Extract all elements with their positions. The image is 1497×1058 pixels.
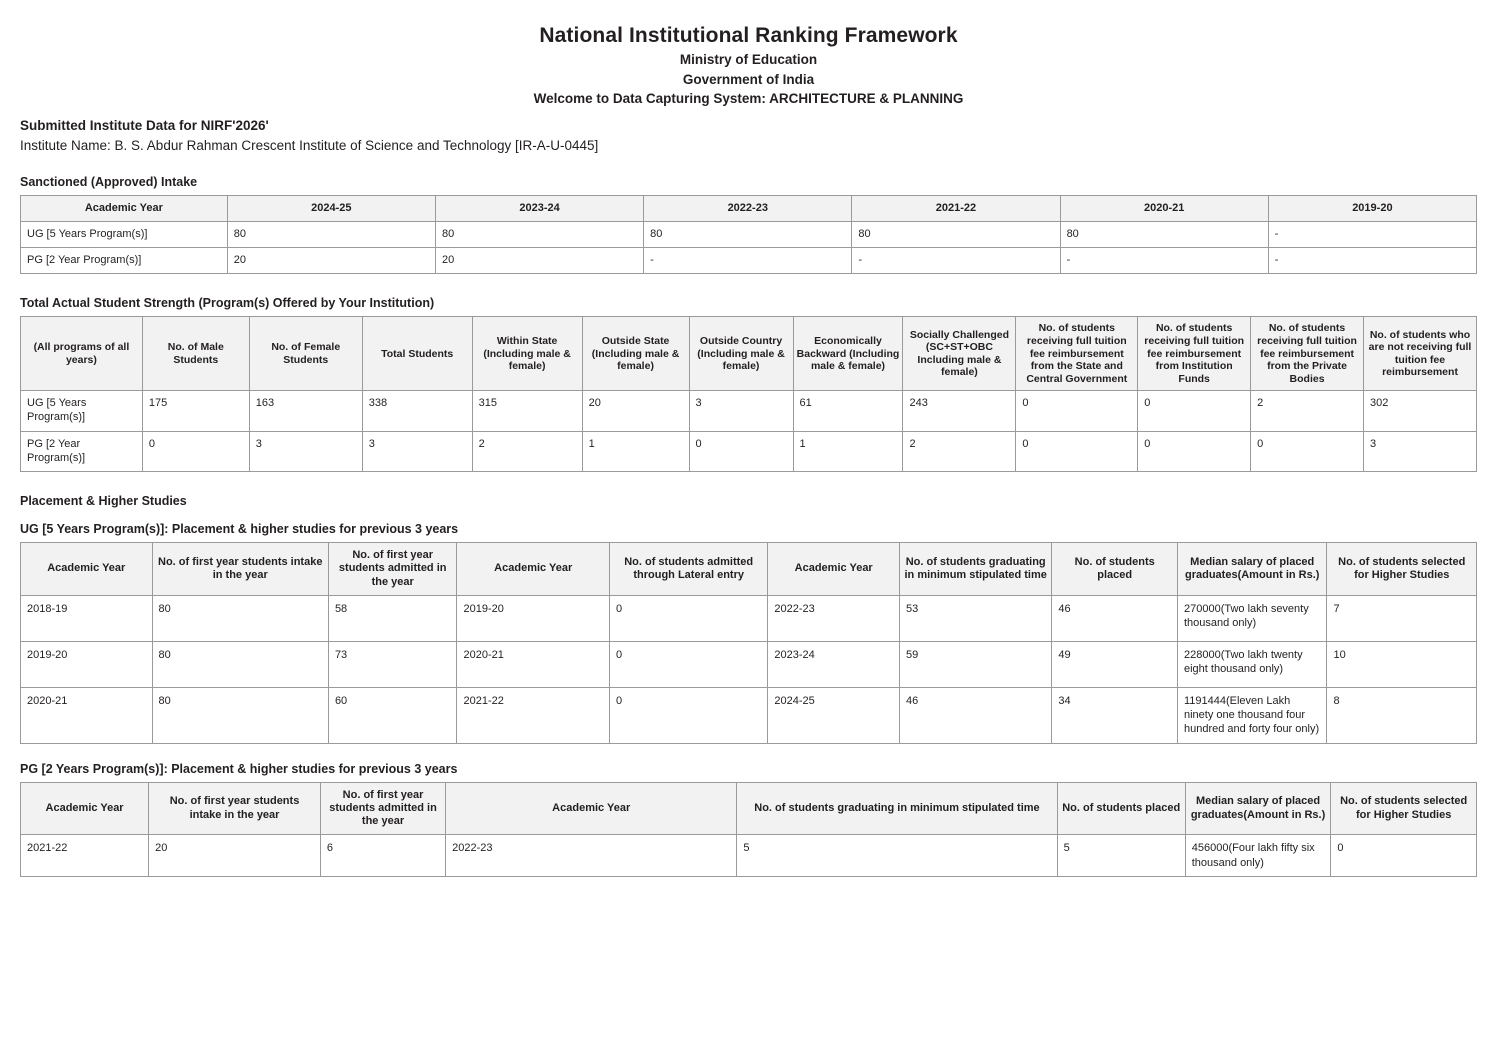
student-strength-title: Total Actual Student Strength (Program(s) Offered by Your Institution) (20, 296, 435, 311)
cell: 2019-20 (21, 641, 153, 687)
col-median-salary: Median salary of placed graduates(Amount in Rs.) (1185, 782, 1331, 835)
cell: 0 (1331, 835, 1477, 877)
cell: - (1268, 222, 1476, 248)
col-female-students: No. of Female Students (249, 317, 362, 391)
col-higher-studies: No. of students selected for Higher Studies (1331, 782, 1477, 835)
cell: 80 (435, 222, 643, 248)
cell: 6 (320, 835, 445, 877)
table-row (21, 248, 1477, 274)
cell: 61 (793, 391, 903, 432)
cell: 3 (1364, 431, 1477, 472)
cell: 2019-20 (457, 595, 609, 641)
pg-placement-title: PG [2 Years Program(s)]: Placement & higher studies for previous 3 years (20, 761, 458, 776)
institute-name: Institute Name: B. S. Abdur Rahman Crescent Institute of Science and Technology [IR-A-U-0445] (20, 138, 599, 154)
cell: 0 (1251, 431, 1364, 472)
col-graduating-min-time: No. of students graduating in minimum stipulated time (737, 782, 1057, 835)
cell: 0 (1016, 431, 1138, 472)
cell: 0 (609, 595, 767, 641)
cell: 456000(Four lakh fifty six thousand only) (1185, 835, 1331, 877)
cell: 2021-22 (21, 835, 149, 877)
table-row (21, 835, 1477, 877)
cell: 228000(Two lakh twenty eight thousand only) (1177, 641, 1326, 687)
col-graduating-min-time: No. of students graduating in minimum stipulated time (899, 543, 1051, 596)
table-row (21, 222, 1477, 248)
cell: 20 (227, 248, 435, 274)
cell: 2018-19 (21, 595, 153, 641)
table-header-row (21, 782, 1477, 835)
cell: 53 (899, 595, 1051, 641)
submitted-label: Submitted Institute Data for NIRF'2026' (20, 118, 269, 134)
row-label: PG [2 Year Program(s)] (21, 248, 228, 274)
row-label: PG [2 Year Program(s)] (21, 431, 143, 472)
pg-placement-table (20, 782, 1477, 877)
col-outside-country: Outside Country (Including male & female) (689, 317, 793, 391)
cell: 2 (472, 431, 582, 472)
welcome-line: Welcome to Data Capturing System: ARCHITECTURE & PLANNING (533, 91, 964, 107)
col-academic-year-intake: Academic Year (21, 543, 153, 596)
cell: 2 (903, 431, 1016, 472)
cell: 80 (1060, 222, 1268, 248)
cell: 175 (142, 391, 249, 432)
table-header-row (21, 543, 1477, 596)
col-total-students: Total Students (362, 317, 472, 391)
cell: 80 (152, 595, 328, 641)
col-2019-20: 2019-20 (1268, 196, 1476, 222)
table-header-row (21, 317, 1477, 391)
cell: 46 (1052, 595, 1178, 641)
cell: 80 (152, 687, 328, 743)
cell: 163 (249, 391, 362, 432)
col-all-programs: (All programs of all years) (21, 317, 143, 391)
cell: 2 (1251, 391, 1364, 432)
cell: 7 (1327, 595, 1477, 641)
col-higher-studies: No. of students selected for Higher Studies (1327, 543, 1477, 596)
cell: 0 (1138, 431, 1251, 472)
cell: 2024-25 (768, 687, 900, 743)
table-header-row (21, 196, 1477, 222)
cell: 8 (1327, 687, 1477, 743)
cell: 3 (362, 431, 472, 472)
cell: 20 (582, 391, 689, 432)
col-lateral-entry: No. of students admitted through Lateral entry (609, 543, 767, 596)
col-2021-22: 2021-22 (852, 196, 1060, 222)
cell: 58 (328, 595, 457, 641)
student-strength-table (20, 316, 1477, 472)
col-within-state: Within State (Including male & female) (472, 317, 582, 391)
col-2024-25: 2024-25 (227, 196, 435, 222)
col-2020-21: 2020-21 (1060, 196, 1268, 222)
row-label: UG [5 Years Program(s)] (21, 222, 228, 248)
cell: 20 (435, 248, 643, 274)
cell: 0 (689, 431, 793, 472)
col-academic-year-lateral: Academic Year (457, 543, 609, 596)
cell: 0 (142, 431, 249, 472)
cell: 2022-23 (768, 595, 900, 641)
table-row (21, 391, 1477, 432)
document-header (20, 24, 1477, 106)
cell: 3 (249, 431, 362, 472)
col-socially-challenged: Socially Challenged (SC+ST+OBC Including male & female) (903, 317, 1016, 391)
col-academic-year-graduating: Academic Year (768, 543, 900, 596)
col-academic-year-intake: Academic Year (21, 782, 149, 835)
col-students-placed: No. of students placed (1052, 543, 1178, 596)
table-row (21, 595, 1477, 641)
col-no-reimbursement: No. of students who are not receiving full tuition fee reimbursement (1364, 317, 1477, 391)
col-academic-year: Academic Year (21, 196, 228, 222)
col-reimbursement-institution: No. of students receiving full tuition fee reimbursement from Institution Funds (1138, 317, 1251, 391)
cell: 80 (852, 222, 1060, 248)
cell: - (1060, 248, 1268, 274)
cell: 5 (1057, 835, 1185, 877)
table-row (21, 431, 1477, 472)
cell: 80 (227, 222, 435, 248)
cell: - (852, 248, 1060, 274)
cell: 60 (328, 687, 457, 743)
col-economically-backward: Economically Backward (Including male & female) (793, 317, 903, 391)
cell: 2023-24 (768, 641, 900, 687)
cell: 2020-21 (457, 641, 609, 687)
cell: 0 (609, 687, 767, 743)
col-2022-23: 2022-23 (644, 196, 852, 222)
col-outside-state: Outside State (Including male & female) (582, 317, 689, 391)
cell: 80 (644, 222, 852, 248)
cell: 5 (737, 835, 1057, 877)
cell: 270000(Two lakh seventy thousand only) (1177, 595, 1326, 641)
table-row (21, 687, 1477, 743)
cell: 20 (149, 835, 321, 877)
sanctioned-intake-title: Sanctioned (Approved) Intake (20, 175, 198, 190)
col-academic-year-graduating: Academic Year (446, 782, 737, 835)
government-line: Government of India (682, 71, 815, 87)
cell: 0 (1138, 391, 1251, 432)
col-reimbursement-government: No. of students receiving full tuition fee reimbursement from the State and Central Government (1016, 317, 1138, 391)
cell: 2020-21 (21, 687, 153, 743)
col-first-year-admitted: No. of first year students admitted in the year (320, 782, 445, 835)
ministry-line: Ministry of Education (679, 52, 818, 67)
cell: 302 (1364, 391, 1477, 432)
col-first-year-admitted: No. of first year students admitted in the year (328, 543, 457, 596)
row-label: UG [5 Years Program(s)] (21, 391, 143, 432)
cell: - (1268, 248, 1476, 274)
page-title: National Institutional Ranking Framework (539, 24, 958, 47)
cell: 1 (582, 431, 689, 472)
col-students-placed: No. of students placed (1057, 782, 1185, 835)
col-male-students: No. of Male Students (142, 317, 249, 391)
cell: 0 (609, 641, 767, 687)
ug-placement-title: UG [5 Years Program(s)]: Placement & higher studies for previous 3 years (20, 522, 459, 537)
col-first-year-intake: No. of first year students intake in the year (149, 782, 321, 835)
ug-placement-table (20, 542, 1477, 743)
table-row (21, 641, 1477, 687)
cell: 59 (899, 641, 1051, 687)
cell: 10 (1327, 641, 1477, 687)
cell: 0 (1016, 391, 1138, 432)
col-first-year-intake: No. of first year students intake in the year (152, 543, 328, 596)
cell: 49 (1052, 641, 1178, 687)
cell: 3 (689, 391, 793, 432)
cell: - (644, 248, 852, 274)
cell: 315 (472, 391, 582, 432)
cell: 1 (793, 431, 903, 472)
col-2023-24: 2023-24 (435, 196, 643, 222)
cell: 73 (328, 641, 457, 687)
col-reimbursement-private: No. of students receiving full tuition fee reimbursement from the Private Bodies (1251, 317, 1364, 391)
placement-section-title: Placement & Higher Studies (20, 494, 187, 509)
cell: 338 (362, 391, 472, 432)
sanctioned-intake-table (20, 195, 1477, 274)
col-median-salary: Median salary of placed graduates(Amount in Rs.) (1177, 543, 1326, 596)
cell: 34 (1052, 687, 1178, 743)
cell: 80 (152, 641, 328, 687)
cell: 46 (899, 687, 1051, 743)
cell: 2022-23 (446, 835, 737, 877)
cell: 2021-22 (457, 687, 609, 743)
cell: 243 (903, 391, 1016, 432)
cell: 1191444(Eleven Lakh ninety one thousand four hundred and forty four only) (1177, 687, 1326, 743)
